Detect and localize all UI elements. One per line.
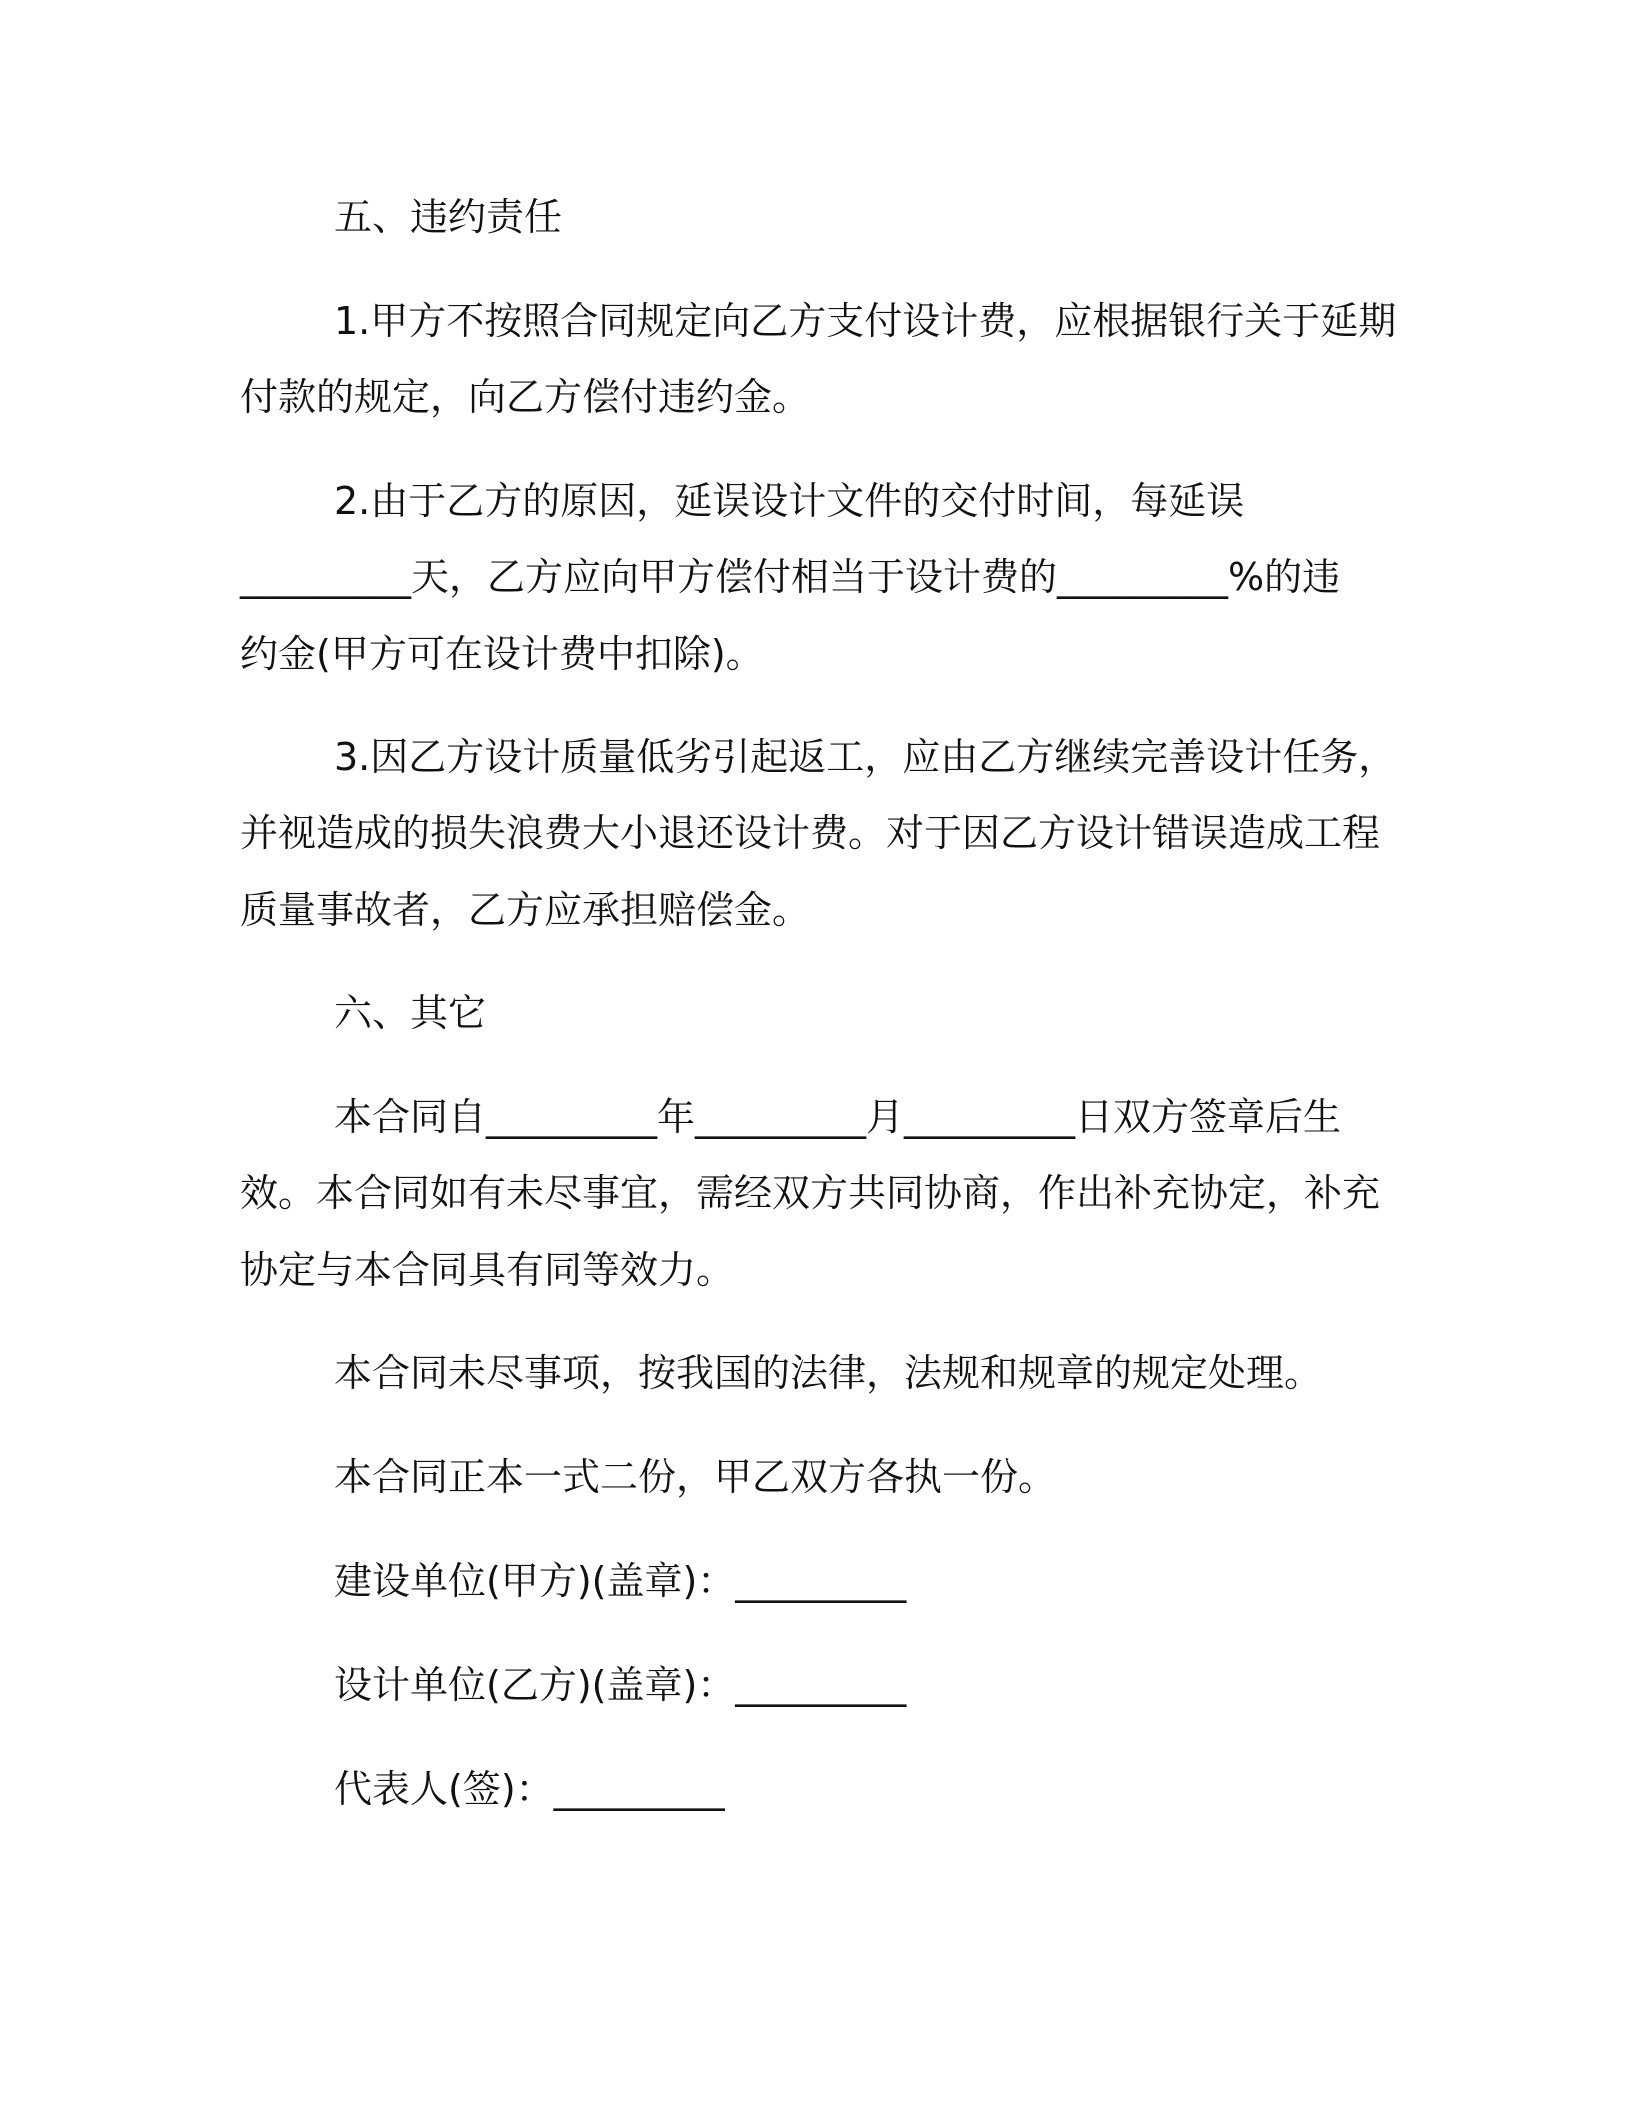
section6-para1-line1: 本合同自_________年_________月_________日双方签章后生 [334,1095,1342,1139]
section6-para1-line2: 效。本合同如有未尽事宜，需经双方共同协商，作出补充协定，补充 [240,1171,1381,1215]
section5-item3-line3: 质量事故者，乙方应承担赔偿金。 [240,888,811,932]
section6-para2: 本合同未尽事项，按我国的法律，法规和规章的规定处理。 [334,1351,1323,1395]
section5-item3-line1: 3.因乙方设计质量低劣引起返工，应由乙方继续完善设计任务， [334,735,1397,779]
signature-party-b: 设计单位(乙方)(盖章)：_________ [334,1663,907,1707]
section5-item1-line2: 付款的规定，向乙方偿付违约金。 [240,375,811,419]
section6-para1-line3: 协定与本合同具有同等效力。 [240,1248,735,1292]
section5-item2-line3: 约金(甲方可在设计费中扣除)。 [240,632,764,676]
section5-item2-line1: 2.由于乙方的原因，延误设计文件的交付时间，每延误 [334,479,1245,523]
section6-para3: 本合同正本一式二份，甲乙双方各执一份。 [334,1455,1057,1499]
signature-representative: 代表人(签)：_________ [334,1767,725,1811]
section6-heading: 六、其它 [334,991,487,1035]
section5-heading: 五、违约责任 [334,195,563,239]
section5-item1-line1: 1.甲方不按照合同规定向乙方支付设计费，应根据银行关于延期 [334,299,1397,343]
section5-item2-line2: _________天，乙方应向甲方偿付相当于设计费的_________%的违 [240,555,1341,599]
signature-party-a: 建设单位(甲方)(盖章)：_________ [334,1559,907,1603]
section5-item3-line2: 并视造成的损失浪费大小退还设计费。对于因乙方设计错误造成工程 [240,811,1381,855]
